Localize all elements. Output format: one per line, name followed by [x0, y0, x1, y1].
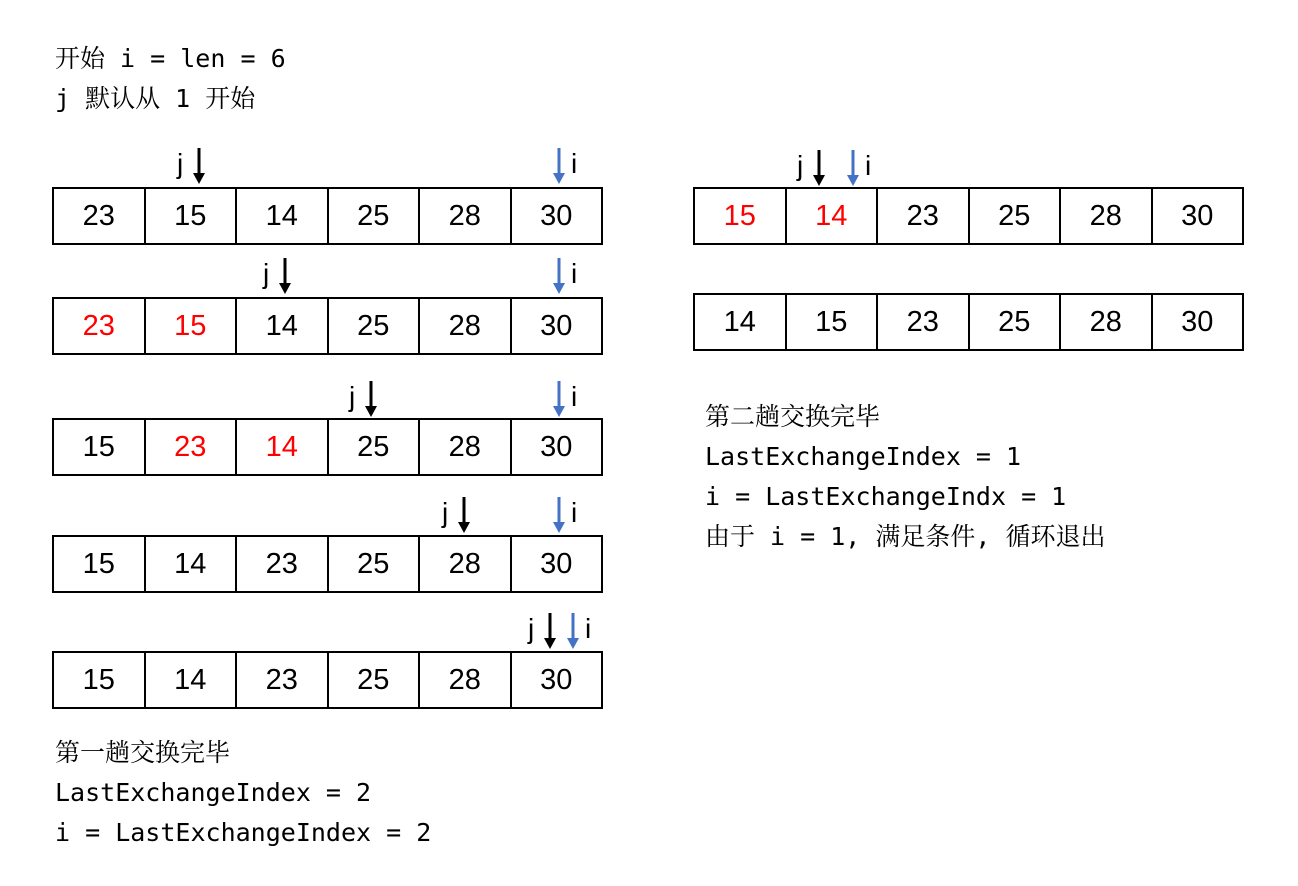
pass2-row-1-i-arrow-icon [845, 150, 861, 186]
array-cell: 14 [785, 187, 879, 245]
pass2-summary-last-exchange: LastExchangeIndex = 1 [705, 442, 1022, 471]
array-cell: 15 [693, 187, 787, 245]
pass2-summary-title: 第二趟交换完毕 [705, 402, 881, 431]
pass2-summary-i-update: i = LastExchangeIndx = 1 [705, 482, 1067, 511]
pass1-summary-last-exchange: LastExchangeIndex = 2 [55, 778, 372, 807]
pass1-row-1-j-label: j [177, 148, 184, 179]
array-cell: 30 [510, 418, 604, 476]
array-cell: 23 [876, 187, 970, 245]
array-cell: 15 [52, 535, 146, 593]
array-cell: 28 [418, 418, 512, 476]
array-cell: 28 [1059, 293, 1153, 351]
pass1-row-3-i-label: i [571, 381, 578, 412]
array-cell: 28 [418, 187, 512, 245]
pass1-row-2-j-label: j [263, 258, 270, 289]
array-cell: 14 [235, 297, 329, 355]
intro-line-2: j 默认从 1 开始 [55, 84, 256, 113]
pass2-summary-exit: 由于 i = 1, 满足条件, 循环退出 [705, 522, 1106, 551]
intro-line-1: 开始 i = len = 6 [55, 44, 286, 73]
array-cell: 30 [510, 187, 604, 245]
array-cell: 25 [327, 297, 421, 355]
array-cell: 23 [52, 187, 146, 245]
pass1-row-5-i-label: i [585, 613, 592, 644]
array-cell: 28 [1059, 187, 1153, 245]
array-cell: 23 [52, 297, 146, 355]
pass2-row-1-j-label: j [797, 150, 804, 181]
array-cell: 23 [235, 651, 329, 709]
pass1-row-4-i-arrow-icon [551, 497, 567, 533]
array-cell: 14 [235, 418, 329, 476]
array-cell: 25 [968, 187, 1062, 245]
array-cell: 14 [144, 535, 238, 593]
pass1-row-1-i-label: i [571, 148, 578, 179]
array-cell: 25 [327, 535, 421, 593]
pass1-row-2-i-arrow-icon [551, 258, 567, 294]
array-cell: 14 [144, 651, 238, 709]
array-cell: 15 [785, 293, 879, 351]
array-cell: 14 [235, 187, 329, 245]
array-cell: 23 [144, 418, 238, 476]
array-cell: 30 [1151, 187, 1245, 245]
array-cell: 28 [418, 535, 512, 593]
pass1-row-4-j-label: j [442, 497, 449, 528]
pass1-row-5-j-arrow-icon [542, 613, 558, 649]
array-cell: 25 [327, 651, 421, 709]
pass1-row-4-i-label: i [571, 497, 578, 528]
pass1-row-5-j-label: j [528, 613, 535, 644]
array-cell: 30 [510, 535, 604, 593]
array-cell: 25 [327, 187, 421, 245]
pass1-row-3-j-arrow-icon [363, 381, 379, 417]
pass2-row-1-j-arrow-icon [811, 150, 827, 186]
array-cell: 23 [235, 535, 329, 593]
array-cell: 14 [693, 293, 787, 351]
array-cell: 15 [144, 297, 238, 355]
pass1-row-3-i-arrow-icon [551, 381, 567, 417]
pass1-row-4-j-arrow-icon [456, 497, 472, 533]
array-cell: 30 [510, 297, 604, 355]
array-cell: 25 [968, 293, 1062, 351]
pass1-row-2-j-arrow-icon [277, 258, 293, 294]
pass1-summary-i-update: i = LastExchangeIndex = 2 [55, 818, 432, 847]
array-cell: 15 [52, 418, 146, 476]
array-cell: 25 [327, 418, 421, 476]
pass1-row-2-i-label: i [571, 258, 578, 289]
array-cell: 23 [876, 293, 970, 351]
pass2-row-1-i-label: i [865, 150, 872, 181]
pass1-row-1-i-arrow-icon [551, 148, 567, 184]
pass1-row-3-j-label: j [349, 381, 356, 412]
array-cell: 28 [418, 651, 512, 709]
pass1-row-5-i-arrow-icon [565, 613, 581, 649]
pass1-row-1-j-arrow-icon [191, 148, 207, 184]
array-cell: 30 [1151, 293, 1245, 351]
array-cell: 15 [52, 651, 146, 709]
array-cell: 15 [144, 187, 238, 245]
array-cell: 28 [418, 297, 512, 355]
array-cell: 30 [510, 651, 604, 709]
pass1-summary-title: 第一趟交换完毕 [55, 738, 231, 767]
